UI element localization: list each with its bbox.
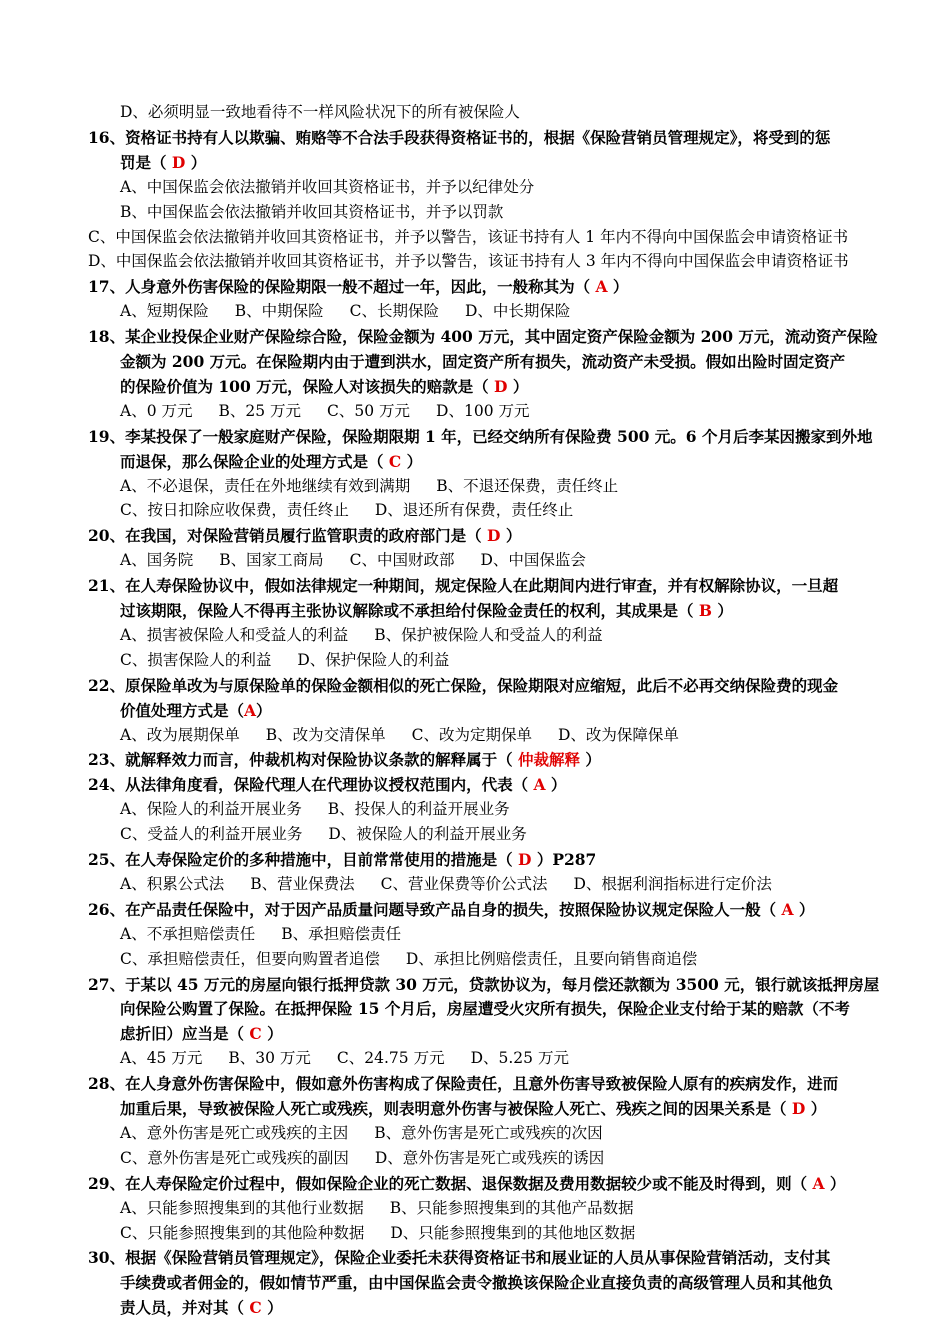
answer-key: C: [388, 451, 402, 471]
answer-key: C: [249, 1298, 262, 1318]
question-line: [88, 847, 596, 872]
answer-option: C、改为定期保单: [411, 725, 532, 744]
question-number: 26、: [88, 899, 126, 919]
answer-option: C、意外伤害是死亡或残疾的副因: [120, 1148, 349, 1167]
options-line: [120, 648, 449, 673]
answer-key: 仲裁解释: [517, 750, 580, 770]
answer-option: B、投保人的利益开展业务: [327, 800, 510, 819]
answer-option: C、24.75 万元: [336, 1049, 445, 1068]
question-line: [88, 1171, 845, 1196]
question-continuation: [120, 1096, 826, 1121]
answer-option: B、25 万元: [218, 401, 302, 420]
question-continuation: [120, 698, 272, 723]
question-text: 某企业投保企业财产保险综合险，保险金额为 400 万元，其中固定资产保险金额为 200 万元，流动资产保险: [125, 327, 878, 347]
answer-option: C、中国财政部: [349, 551, 455, 570]
question-number: 29、: [88, 1173, 126, 1193]
answer-option: B、改为交清保单: [265, 725, 386, 744]
question-text-tail: ）P287: [531, 850, 597, 869]
question-continuation: [120, 349, 845, 374]
options-line: [88, 249, 849, 274]
answer-option: D、承担比例赔偿责任，且要向销售商追偿: [405, 949, 698, 968]
question-text: 在人寿保险定价过程中，假如保险企业的死亡数据、退保数据及费用数据较少或不能及时得到，则（: [125, 1173, 813, 1193]
question-text-tail: ）: [580, 750, 601, 770]
question-text-tail: ）: [500, 526, 522, 546]
question-continuation: [120, 449, 422, 474]
question-continuation: [120, 1295, 283, 1320]
answer-option: D、必须明显一致地看待不一样风险状况下的所有被保险人: [120, 103, 520, 121]
question-continuation: [120, 1021, 283, 1046]
question-text: 责人员，并对其（: [120, 1298, 250, 1318]
question-line: [88, 1245, 830, 1270]
question-number: 20、: [88, 526, 126, 546]
question-continuation: [120, 598, 733, 623]
question-text-tail: ）: [712, 601, 733, 620]
question-text: 根据《保险营销员管理规定》，保险企业委托未获得资格证书和展业证的人员从事保险营销活动，支付其: [125, 1248, 831, 1268]
options-line: [120, 474, 618, 499]
answer-key: D: [517, 850, 532, 869]
question-line: [88, 673, 838, 698]
question-line: [88, 972, 879, 997]
answer-option: B、保护被保险人和受益人的利益: [374, 625, 603, 644]
options-line: [120, 1146, 604, 1171]
answer-key: D: [486, 526, 501, 546]
question-text: 就解释效力而言，仲裁机构对保险协议条款的解释属于（: [125, 750, 518, 770]
answer-key: A: [781, 899, 794, 919]
options-line: [120, 872, 772, 897]
options-line: [120, 1121, 603, 1146]
answer-option: A、国务院: [120, 551, 194, 570]
options-line: [120, 100, 520, 125]
question-number: 16、: [88, 127, 126, 147]
answer-option: A、改为展期保单: [120, 725, 240, 744]
answer-option: C、损害保险人的利益: [120, 650, 272, 669]
answer-option: D、中国保监会依法撤销并收回其资格证书，并予以警告，该证书持有人 3 年内不得向中国保监会申请资格证书: [88, 252, 849, 271]
question-text-tail: ）: [793, 899, 815, 919]
answer-key: D: [494, 376, 508, 396]
question-number: 18、: [88, 327, 126, 347]
answer-key: D: [171, 152, 186, 172]
options-line: [120, 1221, 635, 1246]
question-continuation: [120, 374, 528, 399]
answer-option: B、只能参照搜集到的其他产品数据: [389, 1198, 634, 1217]
question-text: 向保险公购置了保险。在抵押保险 15 个月后，房屋遭受火灾所有损失，保险企业支付给于某的赔款（不考: [120, 999, 850, 1019]
question-line: [88, 125, 830, 150]
question-number: 30、: [88, 1248, 126, 1268]
answer-option: B、承担赔偿责任: [281, 924, 402, 943]
question-text: 的保险价值为 100 万元，保险人对该损失的赔款是（: [120, 376, 495, 396]
answer-option: A、积累公式法: [120, 874, 225, 893]
answer-option: A、损害被保险人和受益人的利益: [120, 625, 349, 644]
answer-option: C、只能参照搜集到的其他险种数据: [120, 1223, 365, 1242]
options-line: [120, 399, 530, 424]
question-line: [88, 772, 566, 797]
answer-option: C、营业保费等价公式法: [380, 874, 548, 893]
answer-option: D、保护保险人的利益: [297, 650, 450, 669]
question-text: 在人身意外伤害保险中，假如意外伤害构成了保险责任，且意外伤害导致被保险人原有的疾病发作，进而: [125, 1074, 839, 1094]
question-text: 在我国，对保险营销员履行监管职责的政府部门是（: [125, 526, 487, 546]
question-continuation: [120, 1270, 833, 1295]
answer-option: D、100 万元: [436, 401, 530, 420]
answer-option: D、只能参照搜集到的其他地区数据: [390, 1223, 636, 1242]
question-text-tail: ）: [401, 451, 423, 471]
options-line: [120, 1196, 634, 1221]
question-text-tail: ）: [261, 1298, 283, 1318]
question-line: [88, 897, 814, 922]
options-line: [120, 623, 603, 648]
answer-option: D、意外伤害是死亡或残疾的诱因: [374, 1148, 605, 1167]
options-line: [120, 822, 527, 847]
question-line: [88, 573, 838, 598]
answer-option: C、承担赔偿责任，但要向购置者追偿: [120, 949, 380, 968]
question-line: [88, 747, 601, 772]
options-line: [88, 225, 848, 250]
question-text: 而退保，那么保险企业的处理方式是（: [120, 451, 389, 471]
question-number: 17、: [88, 277, 126, 297]
question-text: 虑折旧）应当是（: [120, 1024, 250, 1044]
question-text: 罚是（: [120, 152, 172, 172]
question-text: 在人寿保险定价的多种措施中，目前常常使用的措施是（: [125, 850, 518, 869]
question-text-tail: ）: [256, 700, 272, 720]
question-number: 28、: [88, 1074, 126, 1094]
answer-option: A、保险人的利益开展业务: [120, 800, 302, 819]
question-text: 于某以 45 万元的房屋向银行抵押贷款 30 万元，贷款协议为，每月偿还款额为 3500 元，银行就该抵押房屋: [125, 974, 880, 994]
answer-option: C、50 万元: [327, 401, 411, 420]
answer-option: D、根据利润指标进行定价法: [573, 874, 772, 893]
options-line: [120, 299, 570, 324]
options-line: [120, 1046, 569, 1071]
question-text: 金额为 200 万元。在保险期内由于遭到洪水，固定资产所有损失，流动资产未受损。假如出险时固定资产: [120, 352, 846, 371]
answer-option: C、按日扣除应收保费，责任终止: [120, 501, 349, 520]
answer-option: D、退还所有保费，责任终止: [374, 501, 574, 520]
question-text: 在人寿保险协议中，假如法律规定一种期间，规定保险人在此期间内进行审查，并有权解除协议，一旦超: [125, 576, 839, 596]
question-text: 从法律角度看，保险代理人在代理协议授权范围内，代表（: [125, 775, 534, 795]
question-text-tail: ）: [261, 1024, 283, 1044]
question-text: 加重后果，导致被保险人死亡或残疾，则表明意外伤害与被保险人死亡、残疾之间的因果关系是（: [120, 1099, 792, 1118]
question-text-tail: ）: [607, 277, 629, 297]
options-line: [120, 723, 679, 748]
answer-option: B、30 万元: [228, 1049, 311, 1068]
question-text: 在产品责任保险中，对于因产品质量问题导致产品自身的损失，按照保险协议规定保险人一般（: [125, 899, 782, 919]
options-line: [120, 922, 401, 947]
answer-option: C、中国保监会依法撤销并收回其资格证书，并予以警告，该证书持有人 1 年内不得向中国保监会申请资格证书: [88, 227, 849, 246]
options-line: [120, 548, 586, 573]
question-line: [88, 1071, 838, 1096]
answer-option: A、短期保险: [120, 302, 209, 321]
answer-key: A: [533, 775, 546, 795]
question-text-tail: ）: [824, 1173, 846, 1193]
answer-option: D、5.25 万元: [470, 1049, 569, 1068]
question-number: 23、: [88, 750, 126, 770]
question-text: 过该期限，保险人不得再主张协议解除或不承担给付保险金责任的权利，其成果是（: [120, 601, 699, 620]
question-number: 22、: [88, 675, 126, 695]
answer-option: D、被保险人的利益开展业务: [328, 825, 527, 844]
answer-option: B、不退还保费，责任终止: [436, 476, 619, 495]
question-text: 人身意外伤害保险的保险期限一般不超过一年，因此，一般称其为（: [125, 277, 596, 297]
answer-option: B、国家工商局: [219, 551, 324, 570]
question-text: 李某投保了一般家庭财产保险，保险期限期 1 年，已经交纳所有保险费 500 元。6 个月后李某因搬家到外地: [125, 426, 873, 446]
question-line: [88, 523, 521, 548]
question-line: [88, 424, 873, 449]
answer-option: C、长期保险: [349, 302, 439, 321]
question-text-tail: ）: [805, 1099, 827, 1118]
question-text-tail: ）: [185, 152, 207, 172]
question-number: 19、: [88, 426, 126, 446]
answer-option: B、中期保险: [234, 302, 324, 321]
answer-option: A、45 万元: [120, 1049, 203, 1068]
question-line: [88, 324, 878, 349]
question-number: 24、: [88, 775, 126, 795]
answer-option: B、中国保监会依法撤销并收回其资格证书，并予以罚款: [120, 202, 504, 221]
answer-option: D、中国保监会: [480, 551, 586, 570]
answer-option: A、意外伤害是死亡或残疾的主因: [120, 1123, 349, 1142]
question-continuation: [120, 150, 206, 175]
options-line: [120, 175, 534, 200]
answer-key: C: [249, 1024, 262, 1044]
question-number: 27、: [88, 974, 126, 994]
options-line: [120, 797, 510, 822]
answer-key: B: [698, 601, 713, 620]
answer-option: A、不必退保，责任在外地继续有效到满期: [120, 476, 411, 495]
answer-option: A、不承担赔偿责任: [120, 924, 256, 943]
question-text-tail: ）: [507, 376, 529, 396]
question-continuation: [120, 996, 850, 1021]
answer-option: A、0 万元: [120, 401, 193, 420]
options-line: [120, 947, 697, 972]
options-line: [120, 498, 573, 523]
question-line: [88, 274, 628, 299]
answer-option: C、受益人的利益开展业务: [120, 825, 303, 844]
answer-option: A、中国保监会依法撤销并收回其资格证书，并予以纪律处分: [120, 177, 535, 196]
question-text: 资格证书持有人以欺骗、贿赂等不合法手段获得资格证书的，根据《保险营销员管理规定》，将受到的惩: [125, 127, 831, 147]
question-text-tail: ）: [545, 775, 567, 795]
question-text: 原保险单改为与原保险单的保险金额相似的死亡保险，保险期限对应缩短，此后不必再交纳保险费的现金: [125, 675, 839, 695]
answer-option: B、营业保费法: [250, 874, 355, 893]
question-number: 21、: [88, 576, 126, 596]
question-number: 25、: [88, 850, 126, 869]
answer-key: D: [791, 1099, 806, 1118]
answer-option: D、中长期保险: [464, 302, 571, 321]
answer-option: D、改为保障保单: [557, 725, 679, 744]
answer-option: B、意外伤害是死亡或残疾的次因: [374, 1123, 603, 1142]
answer-key: A: [244, 700, 257, 720]
answer-key: A: [595, 277, 608, 297]
answer-option: A、只能参照搜集到的其他行业数据: [120, 1198, 364, 1217]
question-text: 手续费或者佣金的，假如情节严重，由中国保监会责令撤换该保险企业直接负责的高级管理人员和其他负: [120, 1273, 834, 1293]
answer-key: A: [812, 1173, 825, 1193]
question-text: 价值处理方式是（: [120, 700, 245, 720]
options-line: [120, 200, 503, 225]
